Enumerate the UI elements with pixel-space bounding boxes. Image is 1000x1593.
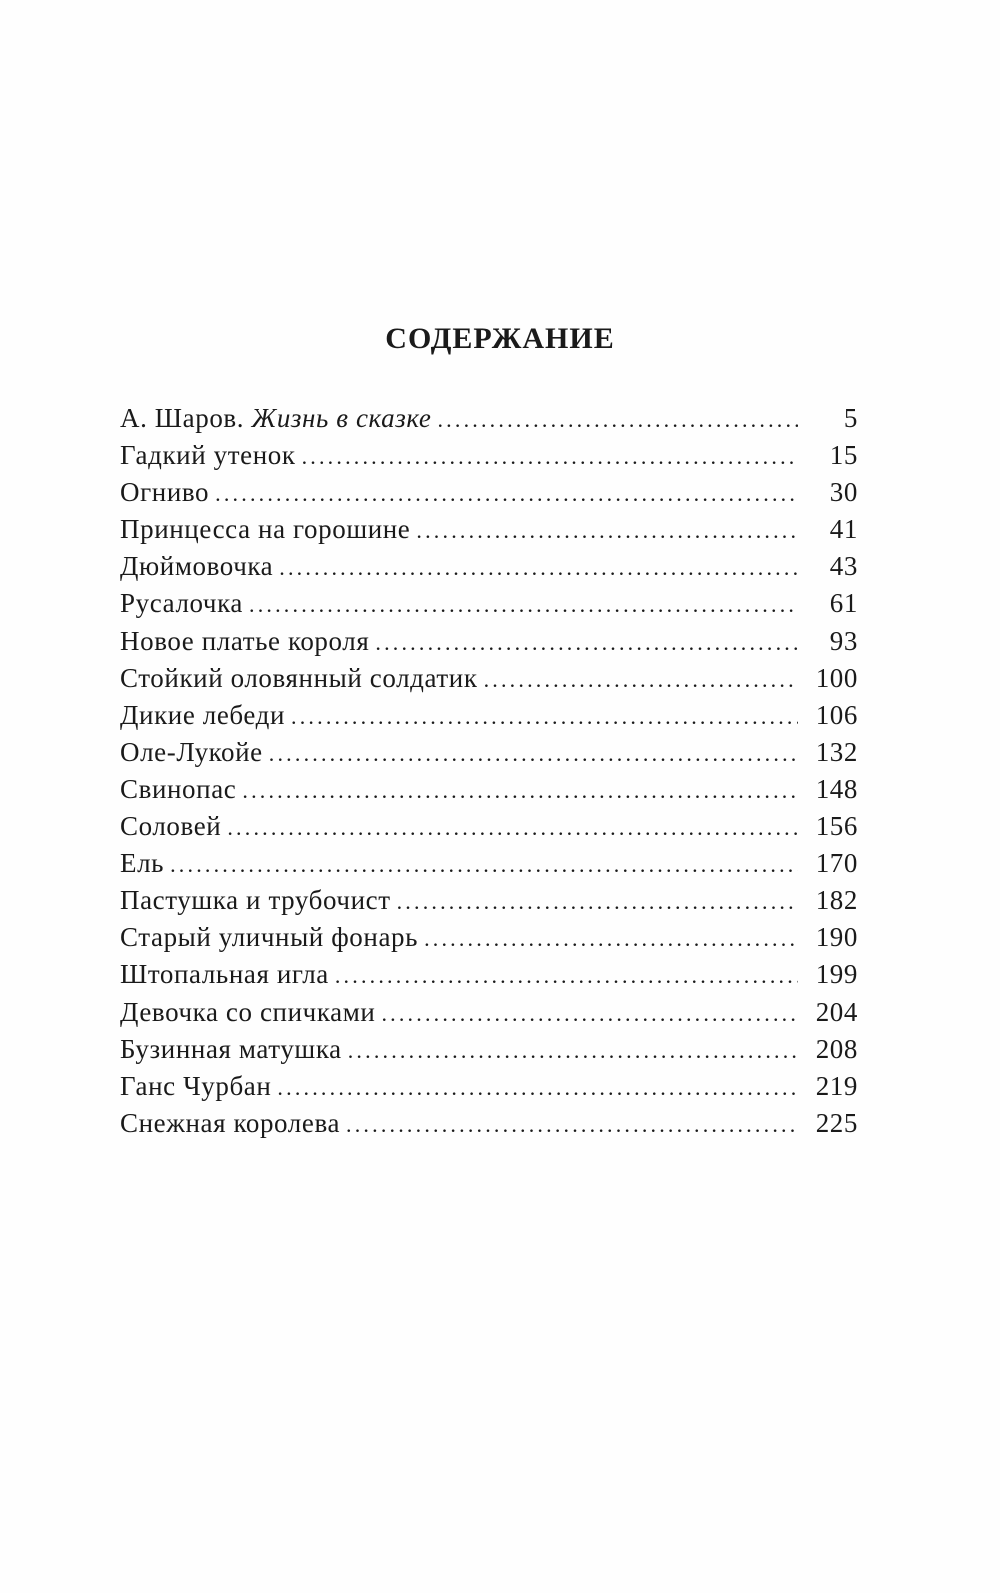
toc-entry-page: 219 <box>815 1070 858 1101</box>
toc-dot-leader <box>381 995 798 1032</box>
toc-entry-title: Стойкий оловянный солдатик <box>120 662 478 693</box>
toc-entry-title: Девочка со спичками <box>120 996 376 1027</box>
toc-entry-page: 5 <box>843 403 858 433</box>
toc-dot-leader <box>242 772 798 809</box>
table-of-contents <box>120 400 858 1142</box>
toc-dot-leader <box>277 1069 798 1106</box>
toc-entry <box>120 623 858 660</box>
toc-dot-leader <box>437 401 798 438</box>
toc-entry <box>120 697 858 734</box>
toc-entry-title: Русалочка <box>120 588 243 619</box>
page-title: СОДЕРЖАНИЕ <box>385 322 615 355</box>
toc-dot-leader <box>424 920 798 957</box>
toc-entry-page: 30 <box>829 477 858 508</box>
toc-dot-leader <box>348 1032 798 1069</box>
toc-dot-leader <box>215 475 798 512</box>
toc-entry-page: 170 <box>815 848 858 879</box>
toc-entry <box>120 511 858 548</box>
toc-entry-title: Дюймовочка <box>120 551 274 582</box>
toc-entry-title <box>120 400 431 437</box>
toc-entry <box>120 994 858 1031</box>
toc-entry-page: 199 <box>815 959 858 990</box>
toc-entry-title: Принцесса на горошине <box>120 514 411 545</box>
toc-dot-leader <box>397 883 798 920</box>
toc-entry-page: 225 <box>815 1107 858 1138</box>
toc-entry <box>120 548 858 585</box>
toc-entry <box>120 660 858 697</box>
toc-dot-leader <box>227 809 798 846</box>
toc-entry-page: 132 <box>815 736 858 767</box>
toc-entry-title: Бузинная матушка <box>120 1033 342 1064</box>
toc-entry-page: 156 <box>815 811 858 842</box>
toc-entry-title: Гадкий утенок <box>120 440 296 471</box>
toc-entry <box>120 882 858 919</box>
toc-entry <box>120 585 858 622</box>
toc-entry-page: 190 <box>815 922 858 953</box>
toc-entry <box>120 474 858 511</box>
toc-entry <box>120 771 858 808</box>
toc-entry-title: Пастушка и трубочист <box>120 885 391 916</box>
toc-entry-page: 148 <box>815 773 858 804</box>
toc-entry-title: Штопальная игла <box>120 959 329 990</box>
toc-entry <box>120 956 858 993</box>
toc-entry-essay-title: Жизнь в сказке <box>251 403 432 433</box>
toc-entry-page: 61 <box>829 588 858 619</box>
toc-entry-page: 204 <box>815 996 858 1027</box>
toc-dot-leader <box>416 512 798 549</box>
toc-entry-title: Соловей <box>120 811 222 842</box>
toc-entry <box>120 1031 858 1068</box>
toc-dot-leader <box>302 438 798 475</box>
toc-entry-page: 208 <box>815 1033 858 1064</box>
toc-entry <box>120 734 858 771</box>
toc-entry-page: 15 <box>829 440 858 471</box>
toc-entry-title: Снежная королева <box>120 1107 341 1138</box>
toc-dot-leader <box>291 698 798 735</box>
toc-dot-leader <box>249 586 798 623</box>
toc-entry-page: 182 <box>815 885 858 916</box>
toc-dot-leader <box>279 549 798 586</box>
toc-entry-title: Огниво <box>120 477 210 508</box>
toc-entry-page: 93 <box>829 625 858 656</box>
toc-entry-title: Ель <box>120 848 165 879</box>
toc-entry <box>120 808 858 845</box>
toc-entry <box>120 437 858 474</box>
toc-entry <box>120 919 858 956</box>
toc-dot-leader <box>170 846 798 883</box>
toc-dot-leader <box>484 661 798 698</box>
toc-entry-title: Оле-Лукойе <box>120 736 263 767</box>
toc-entry-page: 100 <box>815 662 858 693</box>
toc-entry-title: Свинопас <box>120 773 237 804</box>
toc-dot-leader <box>346 1106 798 1143</box>
toc-entry-title: Дикие лебеди <box>120 699 286 730</box>
toc-entry-title: Ганс Чурбан <box>120 1070 272 1101</box>
toc-entry-title: Старый уличный фонарь <box>120 922 419 953</box>
toc-entry-intro <box>120 400 858 437</box>
toc-entry <box>120 845 858 882</box>
toc-entry-page: 41 <box>829 514 858 545</box>
toc-entry <box>120 1068 858 1105</box>
toc-entry-title: Новое платье короля <box>120 625 370 656</box>
toc-dot-leader <box>269 735 798 772</box>
toc-dot-leader <box>335 957 798 994</box>
toc-dot-leader <box>375 624 798 661</box>
toc-entry-page: 43 <box>829 551 858 582</box>
toc-entry <box>120 1105 858 1142</box>
toc-entry-author: А. Шаров. <box>120 403 245 433</box>
toc-entry-page: 106 <box>815 699 858 730</box>
